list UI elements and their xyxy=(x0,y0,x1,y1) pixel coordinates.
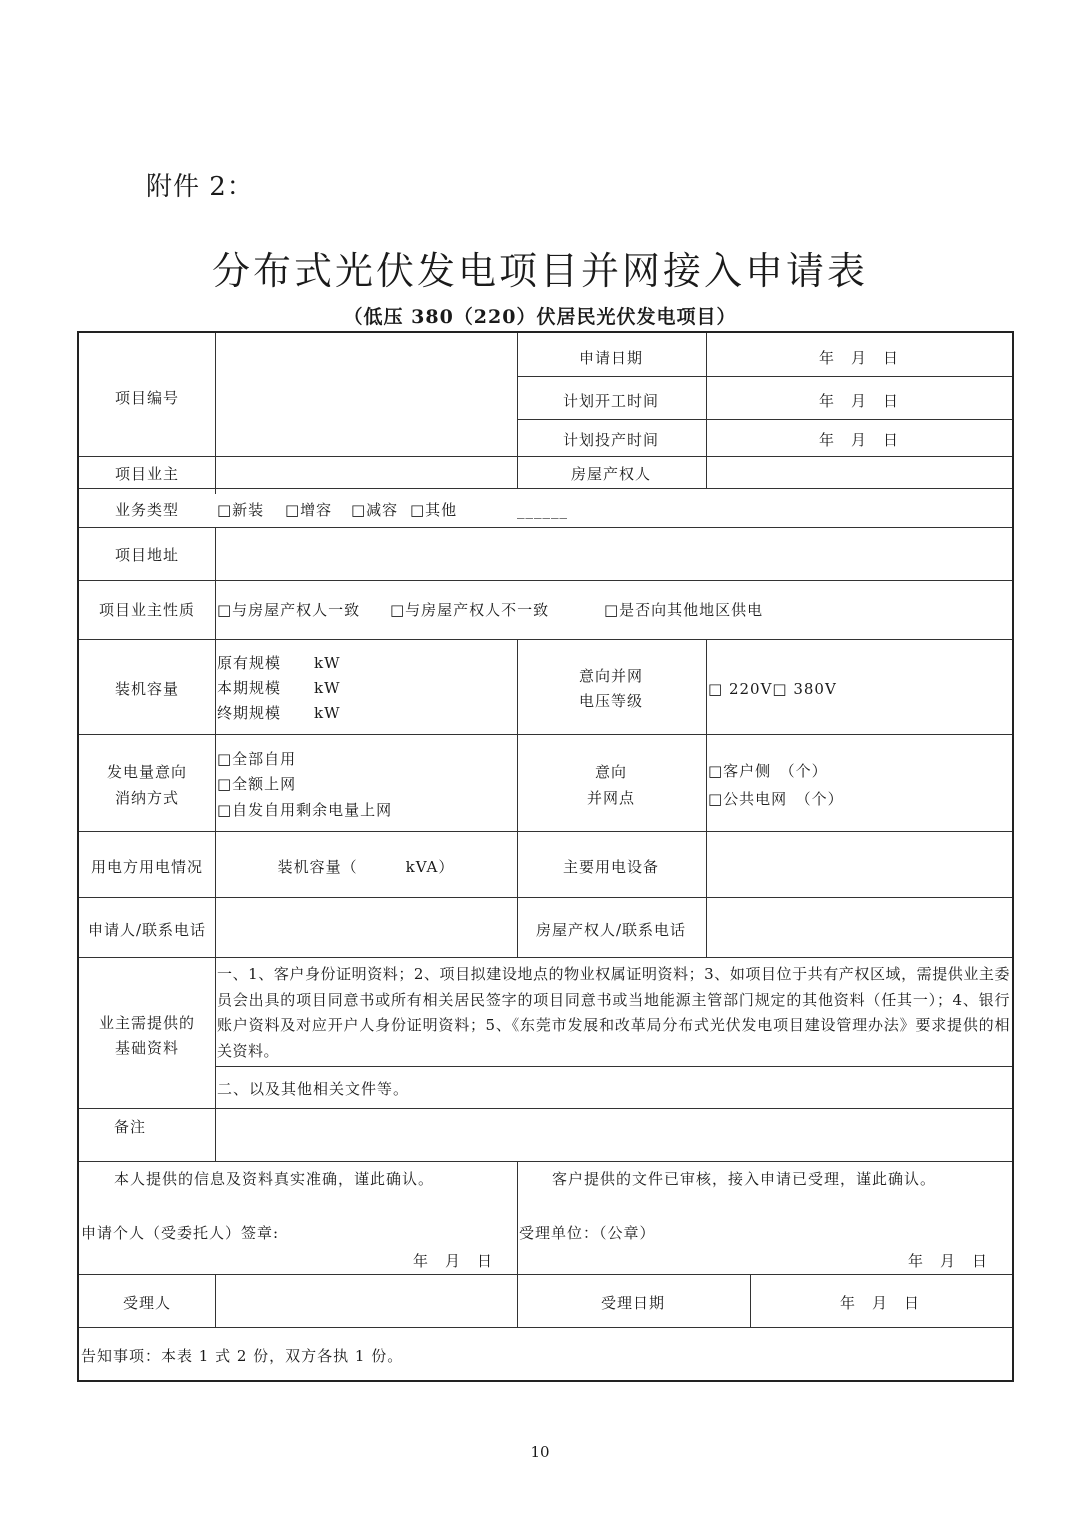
grid-point-label-line2: 并网点 xyxy=(586,789,636,807)
row-divider xyxy=(517,419,1012,420)
column-divider xyxy=(706,333,707,488)
capacity-label: 装机容量 xyxy=(114,680,180,698)
voltage-label-line1: 意向并网 xyxy=(578,667,644,685)
owner-nature-label: 项目业主性质 xyxy=(98,601,196,619)
materials-item-1: 一、1、客户身份证明资料；2、项目拟建设地点的物业权属证明资料；3、如项目位于共有产权区域，需提供业主委员会出具的项目同意书或所有相关居民签字的项目同意书或当地能源主管部门规定的其他资料（任其一）；4、银行账户资料及对应开户人身份证明资料；5、《东莞市发展和改革局分布式光伏发电项目建设管理办法》要求提供的相关资料。 xyxy=(217,965,1010,1060)
owner-nature-different-checkbox[interactable]: □与房屋产权人不一致 xyxy=(390,601,550,619)
final-scale-unit: kW xyxy=(314,704,341,722)
business-type-other-blank[interactable]: ______ xyxy=(517,501,568,519)
consumption-label-line2: 消纳方式 xyxy=(114,789,180,807)
applicant-statement: 本人提供的信息及资料真实准确，谨此确认。 xyxy=(114,1170,435,1188)
existing-scale-label: 原有规模 xyxy=(217,654,282,672)
notice-text: 告知事项：本表 1 式 2 份，双方各执 1 份。 xyxy=(81,1347,404,1365)
row-divider xyxy=(79,639,1012,640)
row-divider xyxy=(79,580,1012,581)
property-owner-phone-label: 房屋产权人/联系电话 xyxy=(535,921,687,939)
usage-label: 用电方用电情况 xyxy=(90,858,204,876)
row-divider xyxy=(79,527,1012,528)
column-divider xyxy=(517,639,518,957)
voltage-label-line2: 电压等级 xyxy=(578,692,644,710)
consumption-surplus-checkbox[interactable]: □自发自用剩余电量上网 xyxy=(217,801,393,819)
current-scale-label: 本期规模 xyxy=(217,679,282,697)
row-divider xyxy=(215,1066,1012,1067)
row-divider xyxy=(79,897,1012,898)
column-divider xyxy=(215,527,216,1161)
column-divider xyxy=(750,1274,751,1327)
row-divider xyxy=(79,1327,1012,1328)
remarks-label: 备注 xyxy=(113,1118,147,1136)
other-region-supply-checkbox[interactable]: □是否向其他地区供电 xyxy=(604,601,764,619)
materials-label-line2: 基础资料 xyxy=(114,1039,180,1057)
grid-point-label-line1: 意向 xyxy=(594,763,628,781)
business-type-increase-checkbox[interactable]: □增容 xyxy=(285,501,333,519)
final-scale-label: 终期规模 xyxy=(217,704,282,722)
materials-label-line1: 业主需提供的 xyxy=(98,1014,196,1032)
page-number: 10 xyxy=(530,1443,550,1461)
row-divider xyxy=(79,1108,1012,1109)
acceptance-sign-date: 年 月 日 xyxy=(908,1252,989,1270)
plan-production-field[interactable]: 年 月 日 xyxy=(818,431,900,449)
property-owner-label: 房屋产权人 xyxy=(570,465,652,483)
address-label: 项目地址 xyxy=(114,546,180,564)
business-type-other-checkbox[interactable]: □其他 xyxy=(410,501,458,519)
grid-point-customer-checkbox[interactable]: □客户侧 （个） xyxy=(708,762,828,780)
owner-label: 项目业主 xyxy=(114,465,180,483)
applicant-sign-date: 年 月 日 xyxy=(413,1252,494,1270)
plan-production-label: 计划投产时间 xyxy=(562,431,660,449)
accepting-unit-label: 受理单位：（公章） xyxy=(519,1224,656,1242)
column-divider xyxy=(215,1274,216,1327)
grid-point-public-checkbox[interactable]: □公共电网 （个） xyxy=(708,790,844,808)
apply-date-field[interactable]: 年 月 日 xyxy=(818,349,900,367)
business-type-label: 业务类型 xyxy=(114,501,180,519)
row-divider xyxy=(517,376,1012,377)
existing-scale-unit: kW xyxy=(314,654,341,672)
row-divider xyxy=(79,734,1012,735)
accept-date-label: 受理日期 xyxy=(600,1294,666,1312)
business-type-new-checkbox[interactable]: □新装 xyxy=(217,501,265,519)
column-divider xyxy=(517,333,518,488)
apply-date-label: 申请日期 xyxy=(578,349,644,367)
consumption-self-use-checkbox[interactable]: □全部自用 xyxy=(217,750,297,768)
attachment-label: 附件 2： xyxy=(146,172,254,202)
plan-start-label: 计划开工时间 xyxy=(562,392,660,410)
applicant-phone-label: 申请人/联系电话 xyxy=(87,921,207,939)
current-scale-unit: kW xyxy=(314,679,341,697)
acceptance-statement: 客户提供的文件已审核，接入申请已受理，谨此确认。 xyxy=(552,1170,937,1188)
voltage-options-checkbox[interactable]: □ 220V□ 380V xyxy=(708,680,837,698)
column-divider xyxy=(517,1161,518,1327)
main-equipment-label: 主要用电设备 xyxy=(562,858,660,876)
materials-item-2: 二、以及其他相关文件等。 xyxy=(217,1080,410,1098)
row-divider xyxy=(79,488,1012,489)
consumption-full-grid-checkbox[interactable]: □全额上网 xyxy=(217,775,297,793)
project-number-label: 项目编号 xyxy=(114,389,180,407)
row-divider xyxy=(79,1274,1012,1275)
consumption-label-line1: 发电量意向 xyxy=(106,763,188,781)
accept-date-field[interactable]: 年 月 日 xyxy=(839,1294,921,1312)
business-type-decrease-checkbox[interactable]: □减容 xyxy=(351,501,399,519)
row-divider xyxy=(79,1161,1012,1162)
plan-start-field[interactable]: 年 月 日 xyxy=(818,392,900,410)
column-divider xyxy=(215,333,216,494)
acceptor-label: 受理人 xyxy=(122,1294,172,1312)
usage-capacity-field[interactable]: 装机容量（ kVA） xyxy=(277,858,455,876)
row-divider xyxy=(79,957,1012,958)
form-subtitle: （低压 380（220）伏居民光伏发电项目） xyxy=(343,306,737,328)
form-title: 分布式光伏发电项目并网接入申请表 xyxy=(211,249,868,293)
applicant-signature-label: 申请个人（受委托人）签章: xyxy=(81,1224,280,1242)
row-divider xyxy=(79,831,1012,832)
owner-nature-same-checkbox[interactable]: □与房屋产权人一致 xyxy=(217,601,361,619)
row-divider xyxy=(79,456,1012,457)
column-divider xyxy=(706,639,707,957)
